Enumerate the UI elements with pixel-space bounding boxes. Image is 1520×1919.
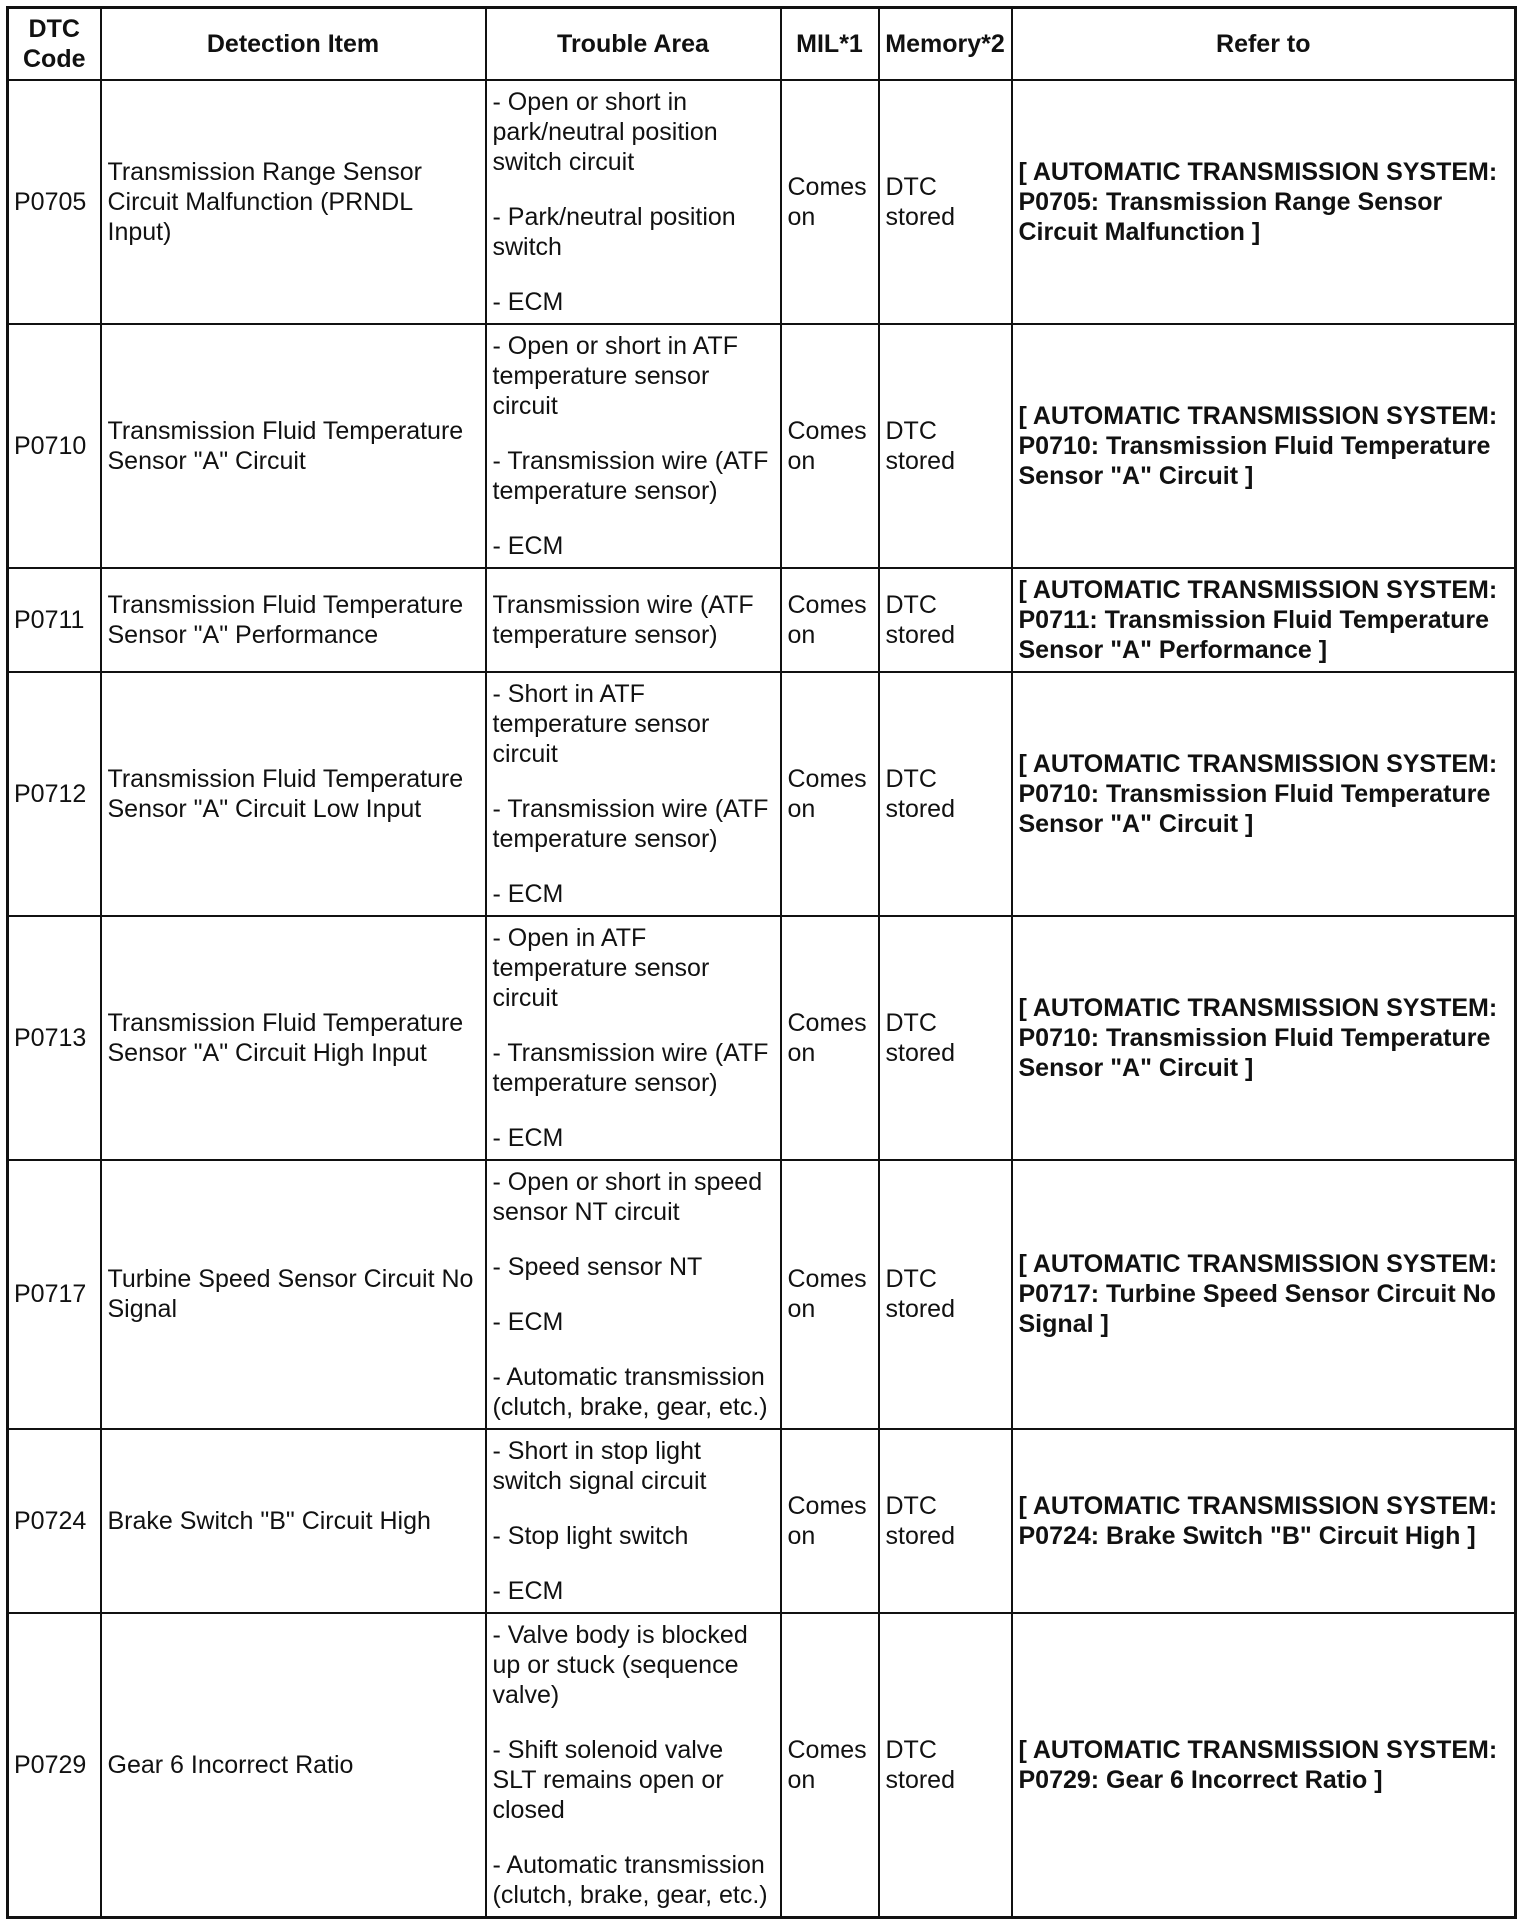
detection-item-cell: Transmission Fluid Temperature Sensor "A" Performance: [101, 568, 486, 672]
table-body: [8, 80, 1516, 1918]
memory-cell: DTC stored: [879, 1160, 1012, 1429]
trouble-area-item: - ECM: [492, 287, 564, 316]
trouble-area-item: - Open in ATF temperature sensor circuit: [492, 923, 710, 1012]
trouble-area-item: - Automatic transmission (clutch, brake, gear, etc.): [492, 1850, 768, 1909]
mil-cell: Comes on: [781, 1613, 879, 1918]
trouble-area-cell: [486, 672, 781, 916]
trouble-area-item: - ECM: [492, 531, 564, 560]
trouble-area-item: - Open or short in park/neutral position switch circuit: [492, 87, 718, 176]
dtc-code-cell: P0717: [8, 1160, 101, 1429]
memory-cell: DTC stored: [879, 1429, 1012, 1613]
mil-cell: Comes on: [781, 568, 879, 672]
refer-to-cell: [ AUTOMATIC TRANSMISSION SYSTEM: P0710: Transmission Fluid Temperature Sensor "A" Circuit ]: [1012, 916, 1516, 1160]
detection-item-cell: Transmission Fluid Temperature Sensor "A" Circuit: [101, 324, 486, 568]
trouble-area-item: - ECM: [492, 1123, 564, 1152]
header-row: [8, 8, 1516, 80]
mil-cell: Comes on: [781, 1429, 879, 1613]
table-row: [8, 1429, 1516, 1613]
dtc-code-cell: P0711: [8, 568, 101, 672]
trouble-area-item: Transmission wire (ATF temperature sensor): [492, 590, 754, 649]
table-row: [8, 672, 1516, 916]
trouble-area-cell: [486, 568, 781, 672]
trouble-area-item: - ECM: [492, 879, 564, 908]
header-mil: MIL*1: [781, 8, 879, 80]
trouble-area-item: - Transmission wire (ATF temperature sensor): [492, 446, 769, 505]
mil-cell: Comes on: [781, 672, 879, 916]
mil-cell: Comes on: [781, 80, 879, 324]
memory-cell: DTC stored: [879, 1613, 1012, 1918]
trouble-area-cell: [486, 324, 781, 568]
dtc-code-cell: P0724: [8, 1429, 101, 1613]
trouble-area-item: - Shift solenoid valve SLT remains open or closed: [492, 1735, 724, 1824]
trouble-area-cell: [486, 80, 781, 324]
detection-item-cell: Transmission Fluid Temperature Sensor "A" Circuit Low Input: [101, 672, 486, 916]
header-trouble-area: Trouble Area: [486, 8, 781, 80]
header-memory: Memory*2: [879, 8, 1012, 80]
header-detection-item: Detection Item: [101, 8, 486, 80]
trouble-area-item: - Speed sensor NT: [492, 1252, 703, 1281]
table-row: [8, 1613, 1516, 1918]
trouble-area-item: - Valve body is blocked up or stuck (sequence valve): [492, 1620, 748, 1709]
detection-item-cell: Gear 6 Incorrect Ratio: [101, 1613, 486, 1918]
header-refer-to: Refer to: [1012, 8, 1516, 80]
dtc-code-cell: P0713: [8, 916, 101, 1160]
refer-to-cell: [ AUTOMATIC TRANSMISSION SYSTEM: P0724: Brake Switch "B" Circuit High ]: [1012, 1429, 1516, 1613]
refer-to-cell: [ AUTOMATIC TRANSMISSION SYSTEM: P0710: Transmission Fluid Temperature Sensor "A" Circuit ]: [1012, 324, 1516, 568]
refer-to-cell: [ AUTOMATIC TRANSMISSION SYSTEM: P0729: Gear 6 Incorrect Ratio ]: [1012, 1613, 1516, 1918]
memory-cell: DTC stored: [879, 672, 1012, 916]
dtc-code-cell: P0705: [8, 80, 101, 324]
memory-cell: DTC stored: [879, 916, 1012, 1160]
trouble-area-item: - ECM: [492, 1307, 564, 1336]
trouble-area-item: - Automatic transmission (clutch, brake, gear, etc.): [492, 1362, 768, 1421]
trouble-area-item: - Short in stop light switch signal circuit: [492, 1436, 707, 1495]
trouble-area-cell: [486, 916, 781, 1160]
refer-to-cell: [ AUTOMATIC TRANSMISSION SYSTEM: P0710: Transmission Fluid Temperature Sensor "A" Circuit ]: [1012, 672, 1516, 916]
mil-cell: Comes on: [781, 916, 879, 1160]
trouble-area-cell: [486, 1613, 781, 1918]
table-row: [8, 80, 1516, 324]
header-dtc-code: DTC Code: [8, 8, 101, 80]
refer-to-cell: [ AUTOMATIC TRANSMISSION SYSTEM: P0711: Transmission Fluid Temperature Sensor "A" Performance ]: [1012, 568, 1516, 672]
trouble-area-item: - Park/neutral position switch: [492, 202, 736, 261]
mil-cell: Comes on: [781, 1160, 879, 1429]
trouble-area-item: - Short in ATF temperature sensor circuit: [492, 679, 710, 768]
table-row: [8, 916, 1516, 1160]
mil-cell: Comes on: [781, 324, 879, 568]
trouble-area-item: - Open or short in speed sensor NT circuit: [492, 1167, 763, 1226]
table-row: [8, 568, 1516, 672]
dtc-table-sheet: [6, 6, 1514, 1909]
detection-item-cell: Turbine Speed Sensor Circuit No Signal: [101, 1160, 486, 1429]
dtc-table: [6, 6, 1517, 1919]
table-row: [8, 324, 1516, 568]
table-row: [8, 1160, 1516, 1429]
memory-cell: DTC stored: [879, 324, 1012, 568]
detection-item-cell: Transmission Fluid Temperature Sensor "A" Circuit High Input: [101, 916, 486, 1160]
trouble-area-item: - ECM: [492, 1576, 564, 1605]
trouble-area-cell: [486, 1160, 781, 1429]
trouble-area-cell: [486, 1429, 781, 1613]
trouble-area-item: - Open or short in ATF temperature sensor circuit: [492, 331, 738, 420]
trouble-area-item: - Transmission wire (ATF temperature sensor): [492, 1038, 769, 1097]
detection-item-cell: Brake Switch "B" Circuit High: [101, 1429, 486, 1613]
trouble-area-item: - Stop light switch: [492, 1521, 689, 1550]
memory-cell: DTC stored: [879, 568, 1012, 672]
memory-cell: DTC stored: [879, 80, 1012, 324]
detection-item-cell: Transmission Range Sensor Circuit Malfunction (PRNDL Input): [101, 80, 486, 324]
refer-to-cell: [ AUTOMATIC TRANSMISSION SYSTEM: P0717: Turbine Speed Sensor Circuit No Signal ]: [1012, 1160, 1516, 1429]
trouble-area-item: - Transmission wire (ATF temperature sensor): [492, 794, 769, 853]
refer-to-cell: [ AUTOMATIC TRANSMISSION SYSTEM: P0705: Transmission Range Sensor Circuit Malfunction ]: [1012, 80, 1516, 324]
dtc-code-cell: P0712: [8, 672, 101, 916]
dtc-code-cell: P0729: [8, 1613, 101, 1918]
dtc-code-cell: P0710: [8, 324, 101, 568]
